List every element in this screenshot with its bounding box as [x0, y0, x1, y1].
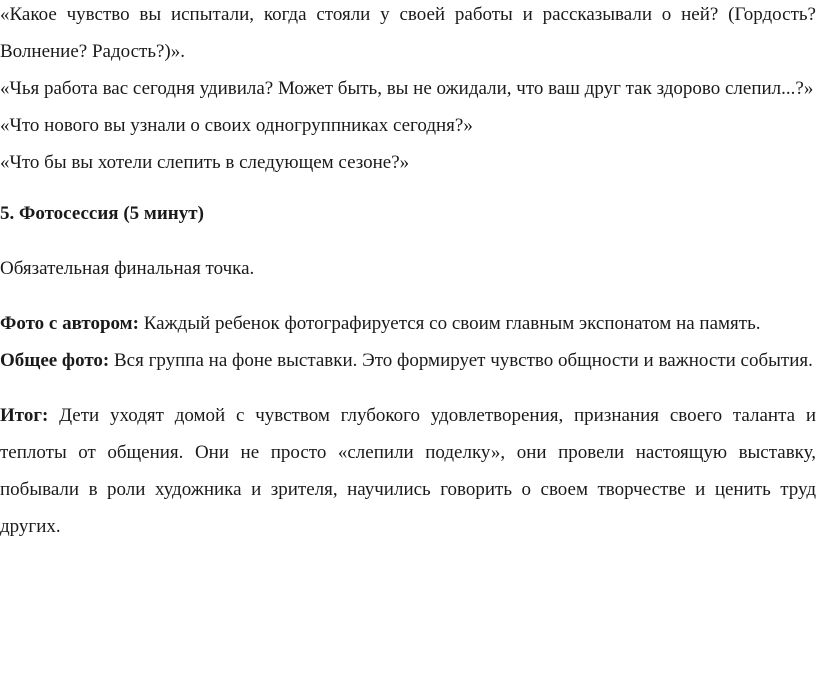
reflection-question-3: «Что нового вы узнали о своих одногруппниках сегодня?»	[0, 115, 473, 136]
photo-with-author-paragraph	[0, 305, 816, 342]
summary-label: Итог:	[0, 405, 49, 426]
photo-with-author-text: Каждый ребенок фотографируется со своим главным экспонатом на память.	[138, 313, 761, 334]
group-photo-paragraph	[0, 342, 816, 379]
group-photo-label: Общее фото:	[0, 350, 110, 371]
reflection-question-2: «Чья работа вас сегодня удивила? Может быть, вы не ожидали, что ваш друг так здорово слепил...?»	[0, 78, 814, 99]
summary-text: Дети уходят домой с чувством глубокого удовлетворения, признания своего таланта и теплоты от общения. Они не просто «слепили поделку», они провели настоящую выставку, побывали в роли художника и зрителя, научились говорить о своем творчестве и ценить труд других.	[0, 405, 816, 537]
reflection-question-1: «Какое чувство вы испытали, когда стояли у своей работы и рассказывали о ней? (Гордость? Волнение? Радость?)».	[0, 4, 816, 62]
group-photo-text: Вся группа на фоне выставки. Это формирует чувство общности и важности события.	[109, 350, 813, 371]
summary-paragraph	[0, 397, 816, 545]
reflection-question-4: «Что бы вы хотели слепить в следующем сезоне?»	[0, 152, 410, 173]
section-heading: 5. Фотосессия (5 минут)	[0, 203, 204, 224]
photo-with-author-label: Фото с автором:	[0, 313, 139, 334]
intro-paragraph: Обязательная финальная точка.	[0, 258, 255, 279]
